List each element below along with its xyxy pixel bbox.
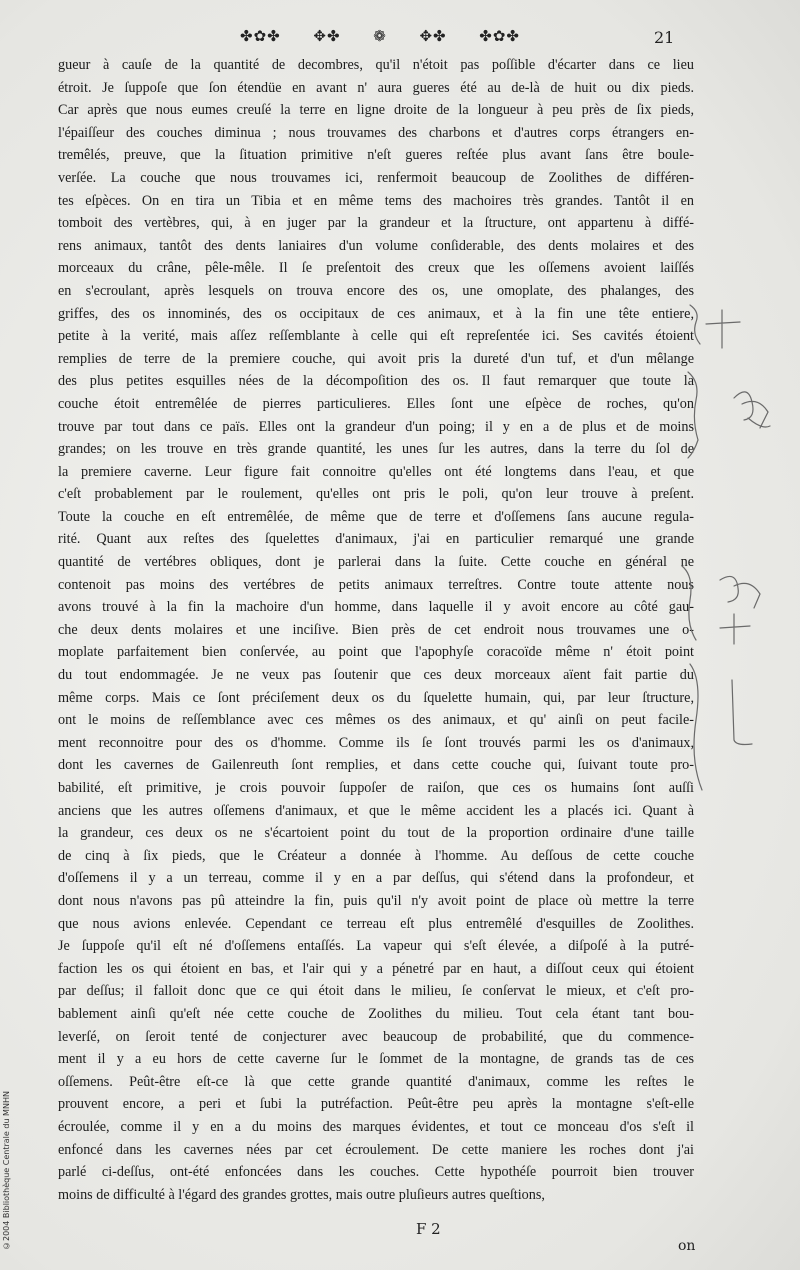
text-line: étroit. Je ſuppoſe que ſon étendüe en avant n' aura gueres été au de-là de huit ou dix pieds. <box>58 79 694 96</box>
text-line: remplies de terre de la premiere couche, qui avoit pris la dureté d'un tuf, et d'un mêlange <box>58 350 694 367</box>
ornament-glyph: ✤✿✤ <box>240 27 281 45</box>
text-line: avons trouvé à la fin la machoire d'un homme, dans laquelle il y avoit encore au côté gau- <box>58 599 694 616</box>
ornament-glyph: ✤✿✤ <box>479 27 520 45</box>
margin-scribble <box>720 576 760 608</box>
margin-cross-mark <box>720 614 750 644</box>
text-line: en s'ecroulant, après lesquels on trouva encore des os, une omoplate, des phalanges, des <box>58 282 694 299</box>
body-text <box>58 54 694 1206</box>
text-line: couche étoit entremêlée de pierres particulieres. Elles ſont une eſpèce de roches, qu'on <box>58 395 694 412</box>
text-line: oſſemens. Peût-être eſt-ce là que cette grande quantité d'animaux, comme les reſtes le <box>58 1073 694 1090</box>
text-line: la grandeur, ces deux os ne s'écartoient point du tout de la proportion ordinaire d'une taille <box>58 825 694 842</box>
text-line: moins de difficulté à l'égard des grandes grottes, mais outre pluſieurs autres queſtions, <box>58 1186 545 1203</box>
text-line: verſée. La couche que nous trouvames ici, renfermoit beaucoup de Zoolithes de différen- <box>58 169 694 186</box>
text-line: rité. Quant aux reſtes des ſquelettes d'animaux, j'ai en particulier remarqué une grande <box>58 531 694 548</box>
margin-scribble <box>734 392 770 428</box>
text-line: Je ſuppoſe qu'il eſt né d'oſſemens entaſſés. La vapeur qui s'eſt élevée, a diſpoſé à la putré- <box>58 938 694 955</box>
header-ornament <box>240 26 520 46</box>
text-line: l'épaiſſeur des couches diminua ; nous trouvames des charbons et d'autres corps étrangers en- <box>58 124 694 141</box>
text-line: leverſé, on ſeroit tenté de conjecturer avec beaucoup de probabilité, que du commence- <box>58 1028 694 1045</box>
text-line: quantité de vertébres obliques, dont je parlerai dans la ſuite. Cette couche en général ne <box>58 554 694 571</box>
text-line: Car après que nous eumes creuſé la terre en ligne droite de la longueur à peu près de ſix pieds, <box>58 102 694 119</box>
text-line: rens animaux, tantôt des dents laniaires d'un volume conſiderable, des dents molaires et des <box>58 237 694 254</box>
text-line: griffes, des os innominés, des os occipitaux de ces animaux, et à la fin une tête entiere, <box>58 305 694 322</box>
text-line: faction les os qui étoient en bas, et l'air qui y a pénetré par en haut, a diſſout ceux qui étoient <box>58 960 694 977</box>
ornament-glyph: ✥✤ <box>419 27 447 45</box>
text-line: grandes; on les trouve en très grande quantité, les unes ſur les autres, dans la terre du ſol de <box>58 441 694 458</box>
text-line: bablement ainſi qu'eſt née cette couche de Zoolithes du milieu. Tout cela étant tant bou- <box>58 1005 694 1022</box>
margin-line <box>732 680 752 745</box>
text-line: dont nous n'avons pas pû atteindre la fin, puis qu'il n'y avoit point de place où mettre la terre <box>58 892 694 909</box>
text-line: tes eſpèces. On en tira un Tibia et en même tems des machoires très grandes. Tantôt il en <box>58 192 694 209</box>
text-line: ment reconnoitre pour des os d'homme. Comme ils ſe ſont trouvés parmi les os d'animaux, <box>58 734 694 751</box>
text-line: moplate parfaitement bien conſervée, au point que l'apophyſe coracoïde même n' étoit point <box>58 644 694 661</box>
text-line: écroulée, comme il y en a du moins des marques évidentes, et tout ce monceau d'os s'eſt il <box>58 1118 694 1135</box>
text-line: ont le moins de reſſemblance avec ces mêmes os des animaux, et qu' ainſi on peut facile- <box>58 712 694 729</box>
text-line: tremêlés, preuve, que la ſituation primitive n'eſt gueres reſtée plus avant ſans être boule- <box>58 147 694 164</box>
text-line: tomboit des vertèbres, qui, à en juger par la grandeur et la ſtructure, ont appartenu à diffé- <box>58 215 694 232</box>
text-line: par deſſus; il falloit donc que ce qui étoit dans le milieu, ſe conſervat le mieux, et c'eſt pro- <box>58 983 694 1000</box>
margin-cross-mark <box>706 310 740 348</box>
library-credit: ©2004 Bibliothèque Centrale du MNHN <box>2 1091 11 1250</box>
text-line: prouvent encore, a peri et ſubi la putréfaction. Peût-être peu après la montagne s'eſt-elle <box>58 1096 694 1113</box>
text-line: du tout endommagée. Je ne veux pas ſoutenir que ces deux morceaux aïent fait partie du <box>58 667 694 684</box>
text-line: enfoncé dans les cavernes nées par cet écroulement. De cette maniere les roches dont j'ai <box>58 1141 694 1158</box>
text-line: morceaux du crâne, pêle-mêle. Il ſe preſentoit des creux que les oſſemens avoient laiſſés <box>58 260 694 277</box>
text-line: parlé ci-deſſus, ont-été enfoncées dans les couches. Cette hypothéſe pourroit bien trouver <box>58 1164 694 1181</box>
text-line: des plus petites esquilles nées de la décompoſition des os. Il faut remarquer que toute la <box>58 373 694 390</box>
text-line: babilité, eſt primitive, je crois pouvoir ſuppoſer de raiſon, que ces os humains ſont auſſi <box>58 780 694 796</box>
signature-mark: F 2 <box>416 1220 441 1238</box>
ornament-glyph: ✥✤ <box>313 27 341 45</box>
text-line: anciens que les autres oſſemens d'animaux, et que le même accident les a placés ici. Quant à <box>58 802 694 819</box>
text-line: de cinq à ſix pieds, que le Créateur a donnée à l'homme. Au deſſous de cette couche <box>58 847 694 864</box>
text-line: contenoit pas moins des vertébres de petits animaux terreſtres. Contre toute attente nous <box>58 576 694 593</box>
text-line: c'eſt probablement par le roulement, qu'elles ont pris le poli, qu'on leur trouve à preſent. <box>58 486 694 503</box>
text-line: che deux dents molaires et une inciſive. Bien près de cet endroit nous trouvames une o- <box>58 621 694 638</box>
text-line: la premiere caverne. Leur figure fait connoitre qu'elles ont été longtems dans l'eau, et que <box>58 463 694 480</box>
text-line: ment il y a eu hors de cette caverne ſur le ſommet de la montagne, de grands tas de ces <box>58 1051 694 1068</box>
text-line: trouve par tout dans ce païs. Elles ont la grandeur d'un poing; il y en a de plus et de moins <box>58 418 694 435</box>
catchword: on <box>678 1238 696 1254</box>
text-line: gueur à cauſe de la quantité de decombres, qu'il n'étoit pas poſſible d'écarter dans ce lieu <box>58 57 694 73</box>
text-line: que nous avions enlevée. Cependant ce terreau eſt plus entremêlé d'esquilles de Zoolithes. <box>58 915 694 932</box>
ornament-glyph: ❁ <box>373 27 387 45</box>
page-number: 21 <box>654 28 675 47</box>
text-line: d'oſſemens il y a un terreau, comme il y en a par deſſus, qui s'étend dans la profondeur, et <box>58 870 694 887</box>
text-line: dont les cavernes de Gailenreuth ſont remplies, et dans cette couche qui, ſuivant toute pro- <box>58 757 694 774</box>
text-line: même corps. Mais ce ſont préciſement deux os du ſquelette humain, qui, par leur ſtructure, <box>58 689 694 706</box>
text-line: Toute la couche en eſt entremêlée, de même que de terre et d'oſſemens ſans aucune regula- <box>58 508 694 525</box>
text-line: petite à la verité, mais aſſez reſſemblante à celle qui eſt repreſentée ici. Ses cavités étoient <box>58 328 694 345</box>
